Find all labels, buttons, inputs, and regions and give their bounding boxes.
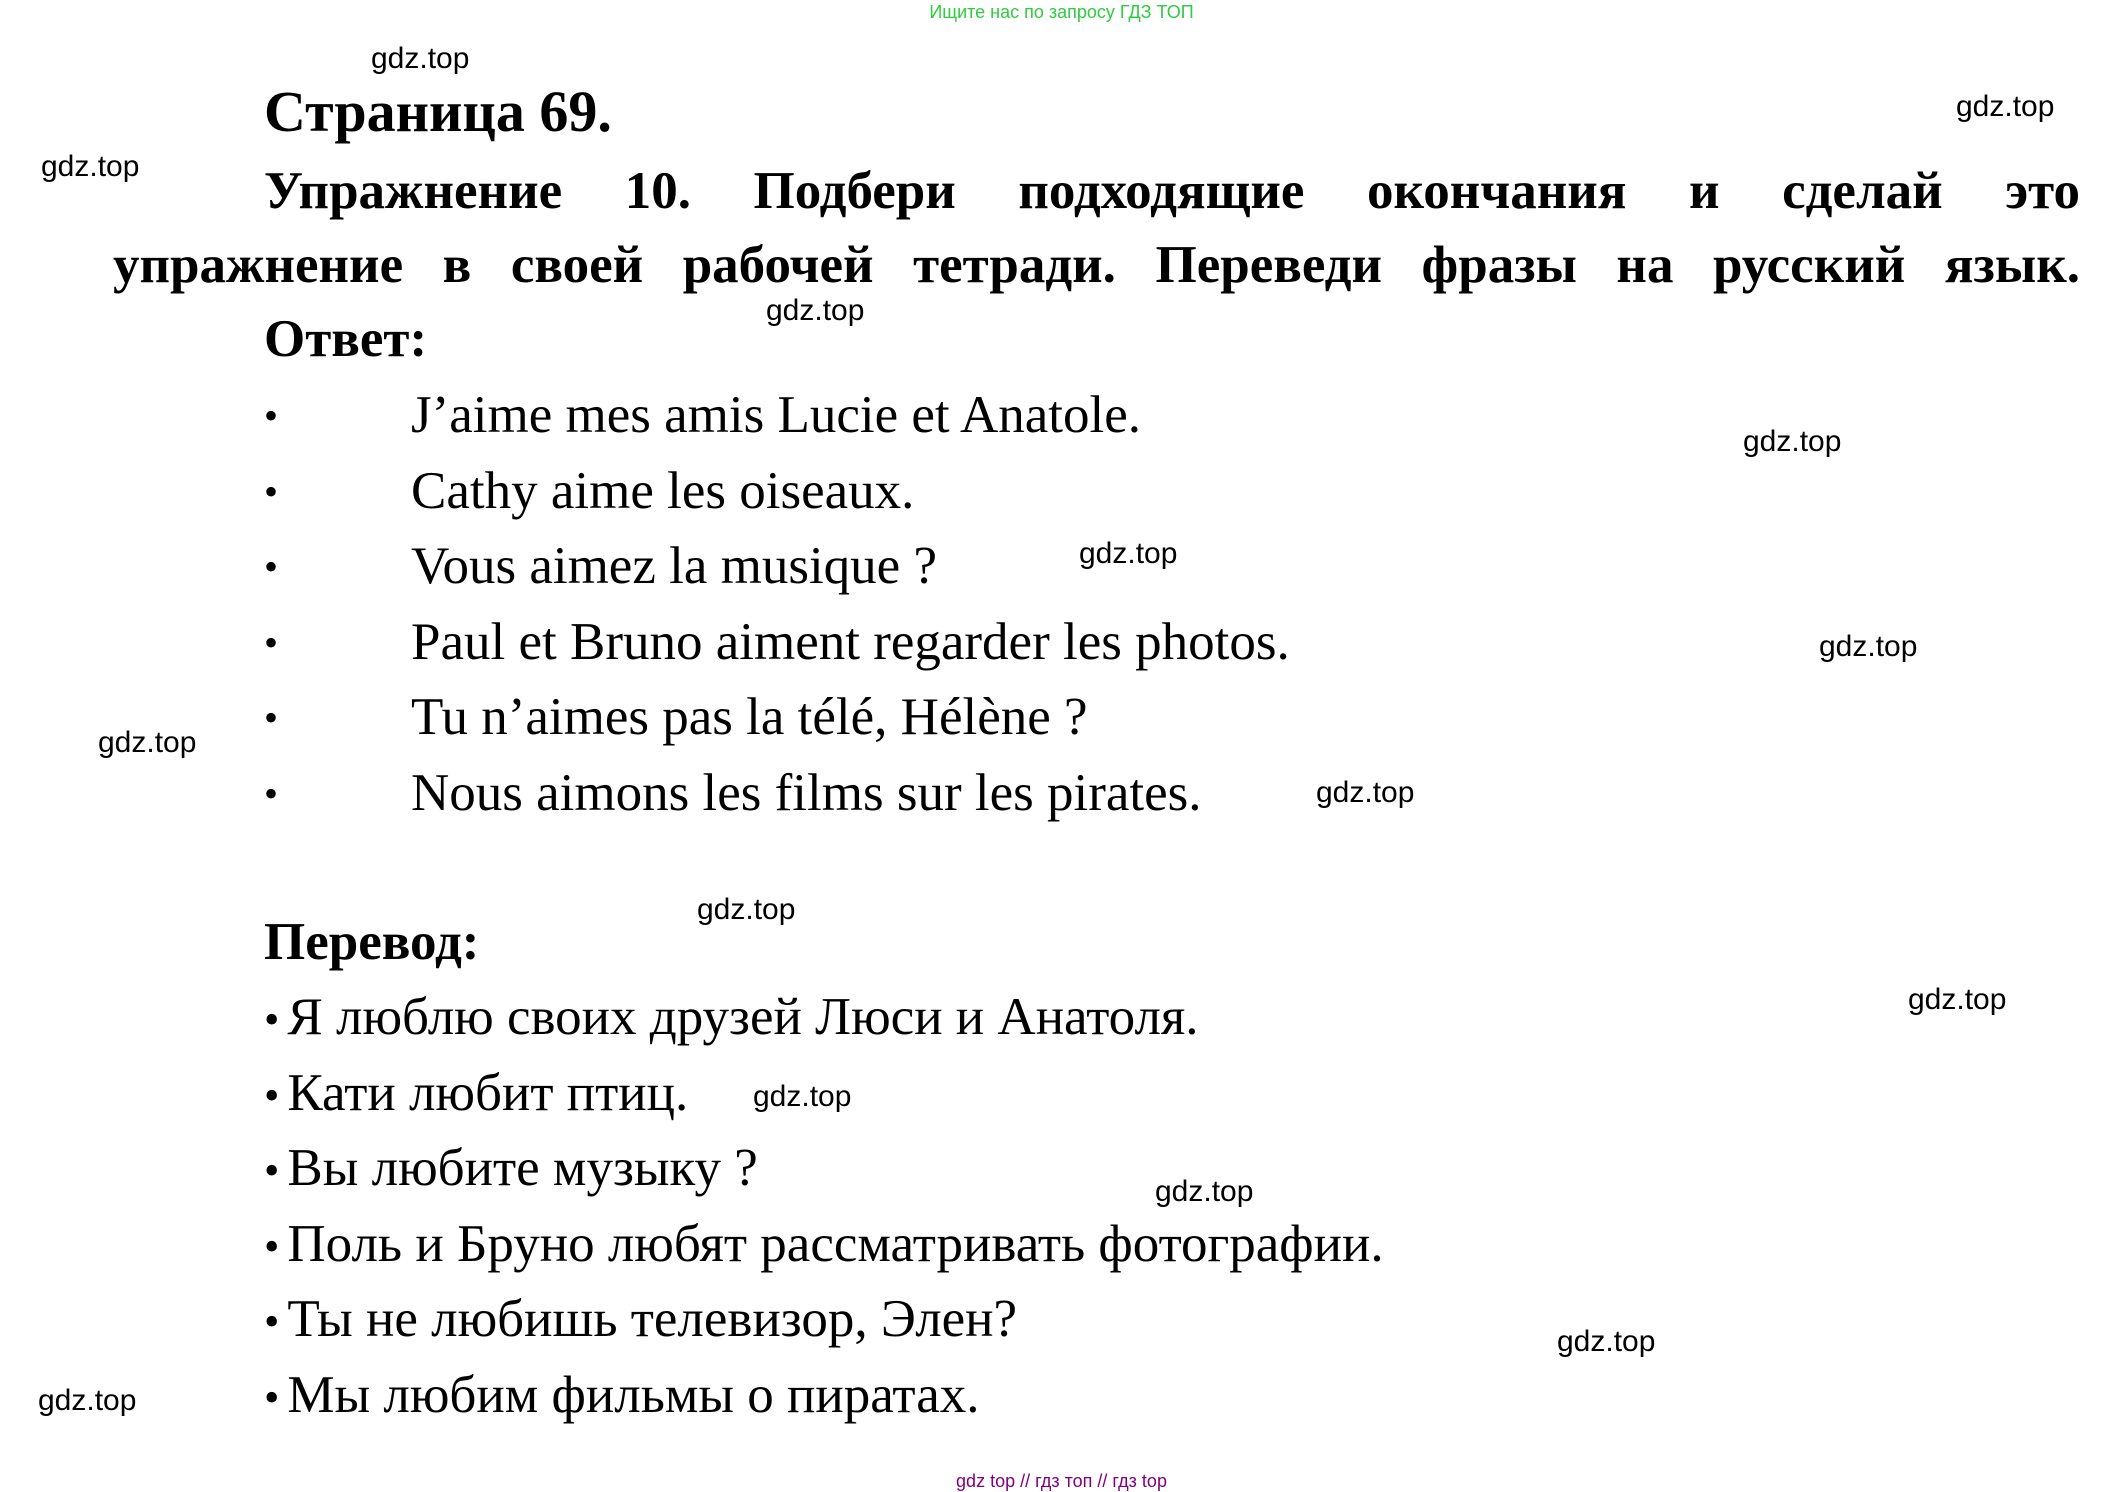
answer-item-text: J’aime mes amis Lucie et Anatole. [411,386,1141,444]
bullet: • [264,1146,280,1195]
bullet: • [264,695,279,740]
bullet: • [264,1372,280,1422]
translation-item-text: Вы любите музыку ? [287,1139,758,1197]
answer-item-text: Cathy aime les oiseaux. [411,461,915,520]
watermark: gdz.top [1316,776,1415,809]
watermark: gdz.top [766,294,865,327]
bullet: • [264,393,279,438]
bullet: • [264,995,280,1044]
bullet: • [264,1297,280,1346]
bullet: • [264,1221,280,1271]
watermark: gdz.top [1155,1175,1254,1208]
task-line-1: Упражнение 10. Подбери подходящие окончания и сделай это [264,162,2080,220]
watermark: gdz.top [1557,1325,1656,1358]
translation-item [264,1358,1384,1434]
bullet: • [264,1070,280,1120]
answer-item-text: Tu n’aimes pas la télé, Hélène ? [411,688,1088,746]
answer-heading: Ответ: [264,310,428,368]
page-title: Страница 69. [264,79,612,144]
watermark: gdz.top [1079,537,1178,570]
bullet: • [264,619,279,665]
watermark: gdz.top [41,150,140,183]
translation-item-text: Поль и Бруно любят рассматривать фотографии. [287,1214,1384,1273]
translation-item-text: Ты не любишь телевизор, Элен? [287,1290,1018,1348]
translation-item-text: Я люблю своих друзей Люси и Анатоля. [287,988,1199,1046]
watermark: gdz.top [753,1080,852,1113]
task-text [113,154,2080,302]
bullet: • [264,770,279,816]
footer-links: gdz top // гдз топ // гдз top [956,1471,1167,1491]
task-line-2: упражнение в своей рабочей тетради. Переведи фразы на русский язык. [113,236,2080,294]
translation-item-text: Кати любит птиц. [287,1063,689,1122]
answer-item-text: Paul et Bruno aiment regarder les photos. [411,612,1290,671]
watermark: gdz.top [1956,90,2055,123]
translation-item [264,980,1384,1056]
answer-item-text: Vous aimez la musique ? [411,537,937,595]
watermark: gdz.top [1908,983,2007,1016]
translation-heading: Перевод: [264,913,480,971]
bullet: • [264,468,279,514]
watermark: gdz.top [98,726,197,759]
bullet: • [264,544,279,589]
translation-item [264,1207,1384,1283]
watermark: gdz.top [38,1384,137,1417]
top-banner: Ищите нас по запросу ГДЗ ТОП [929,2,1194,22]
translation-item [264,1282,1384,1358]
watermark: gdz.top [1819,630,1918,663]
watermark: gdz.top [371,42,470,75]
translation-item-text: Мы любим фильмы о пиратах. [287,1365,980,1424]
answer-item-text: Nous aimons les films sur les pirates. [411,763,1202,822]
watermark: gdz.top [697,893,796,926]
watermark: gdz.top [1743,425,1842,458]
